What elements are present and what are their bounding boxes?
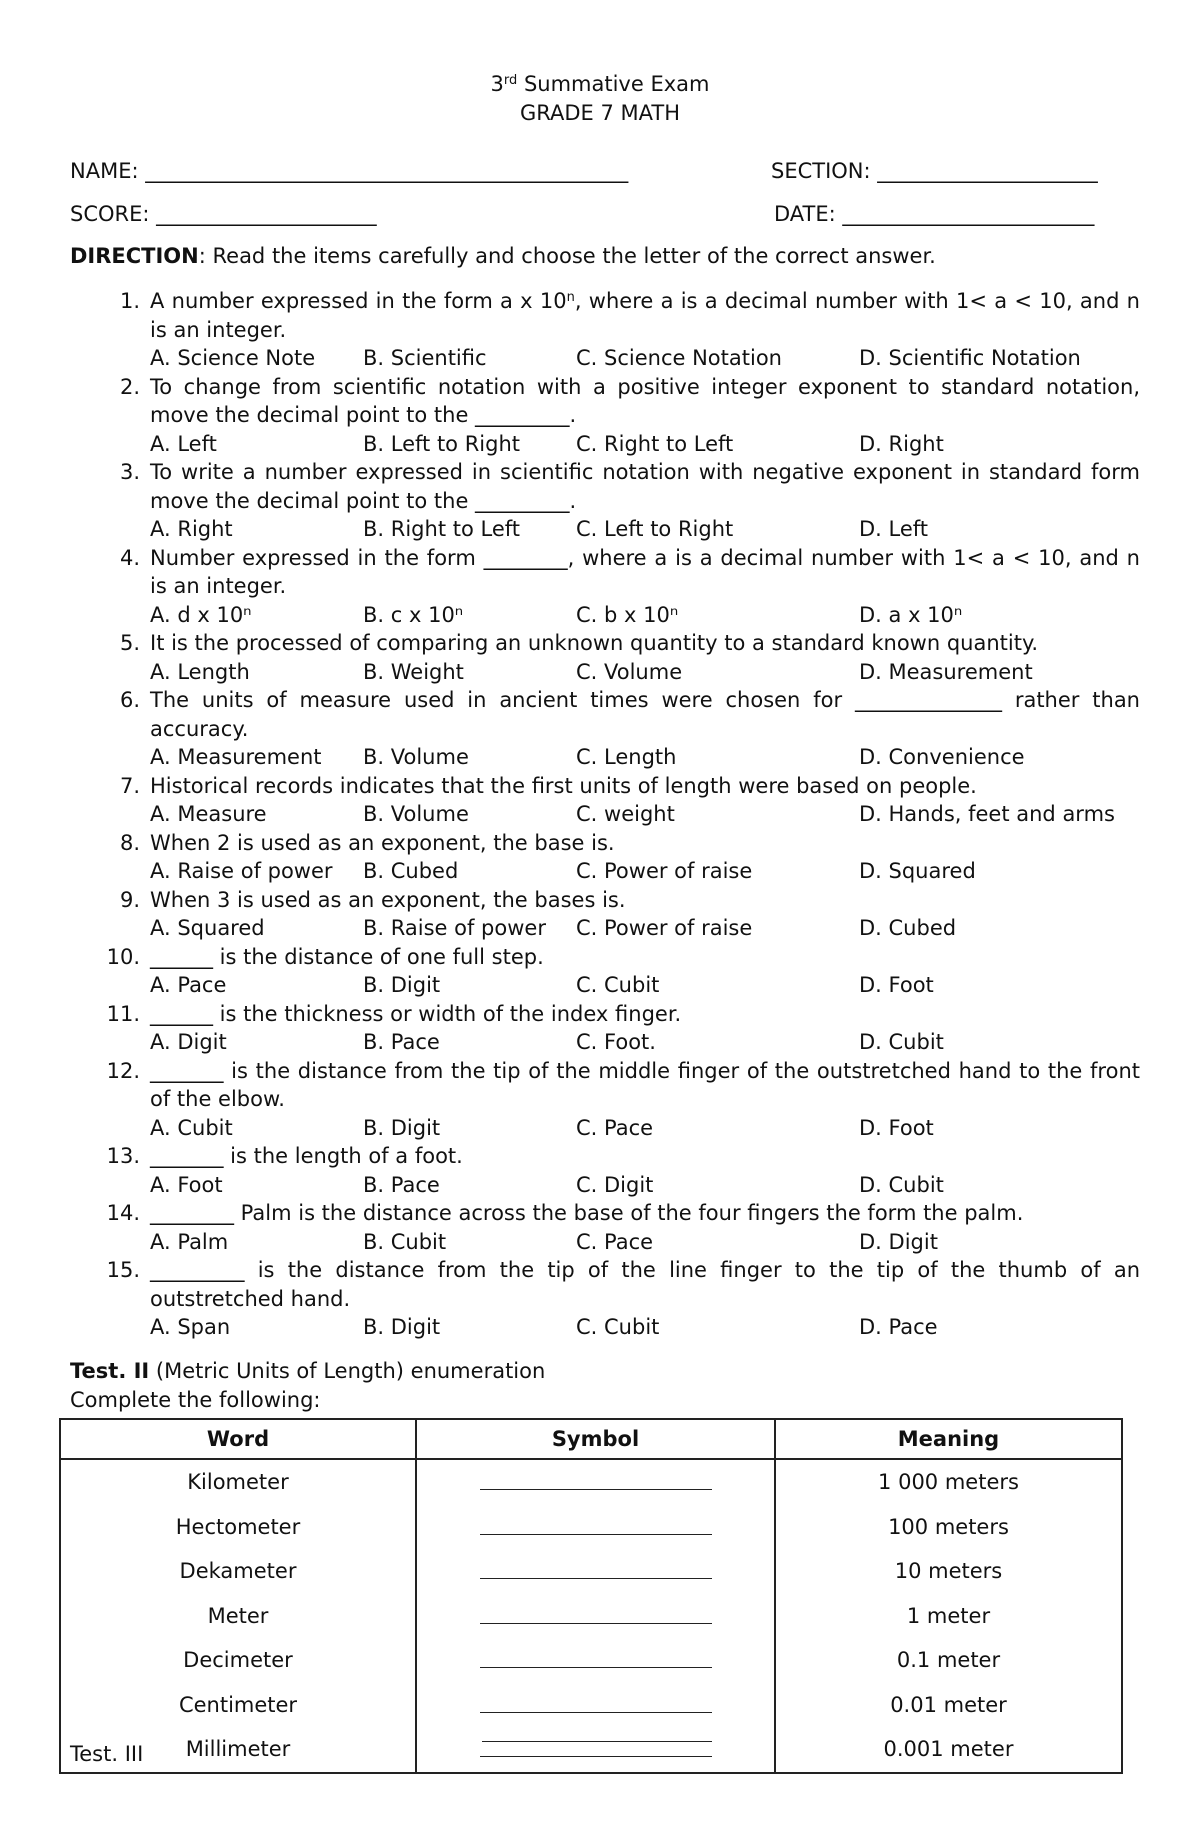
answer-choice[interactable]: D. Foot (859, 1115, 934, 1140)
question-text: ______ is the thickness or width of the index finger. (150, 1001, 682, 1026)
answer-choice[interactable]: B. Digit (363, 973, 441, 997)
unit-meaning: 0.1 meter (775, 1638, 1122, 1683)
answer-choice[interactable]: C. Cubit (576, 973, 660, 997)
answer-choice[interactable]: C. Power of raise (576, 859, 753, 883)
answer-choice[interactable]: D. Right (859, 431, 944, 456)
question-item (70, 886, 1140, 943)
answer-choice[interactable]: C. Digit (576, 1172, 654, 1197)
question-item (70, 829, 1140, 886)
answer-choice[interactable]: B. Digit (363, 1315, 441, 1339)
choice-row (140, 1114, 1140, 1143)
symbol-answer-line[interactable] (480, 1692, 712, 1713)
question-number: 14. (106, 1201, 140, 1225)
answer-choice[interactable]: C. Cubit (576, 1315, 660, 1339)
question-number: 6. (119, 688, 140, 712)
unit-word: Centimeter (60, 1683, 416, 1728)
answer-choice[interactable]: C. Length (576, 745, 677, 769)
answer-choice[interactable]: C. b x 10ⁿ (576, 602, 679, 627)
choice-row (140, 658, 1140, 687)
test2-instruction: Complete the following: (70, 1388, 321, 1412)
symbol-blank[interactable] (416, 1638, 775, 1683)
unit-word: Hectometer (60, 1505, 416, 1550)
unit-word: Meter (60, 1594, 416, 1639)
answer-choice[interactable]: A. Raise of power (150, 859, 333, 883)
answer-choice[interactable]: C. Science Notation (576, 346, 782, 370)
choice-row (140, 914, 1140, 943)
question-number: 13. (106, 1144, 140, 1168)
question-text: ________ Palm is the distance across the base of the four fingers the form the palm. (150, 1201, 1024, 1225)
unit-meaning: 10 meters (775, 1549, 1122, 1594)
test3-heading: Test. III (70, 1742, 144, 1766)
section-field[interactable]: SECTION: _____________________ (771, 159, 1098, 183)
unit-word: Kilometer (60, 1459, 416, 1505)
answer-choice[interactable]: A. Digit (150, 1030, 227, 1054)
question-number: 11. (106, 1001, 140, 1026)
table-row (60, 1727, 1122, 1773)
unit-word: Millimeter (60, 1727, 416, 1773)
symbol-answer-line[interactable] (480, 1647, 712, 1668)
question-number: 7. (119, 773, 140, 798)
choice-row (140, 344, 1140, 373)
col-symbol-header: Symbol (416, 1419, 775, 1459)
answer-choice[interactable]: D. Measurement (859, 659, 1033, 684)
exam-title: 3rd Summative Exam (490, 72, 710, 96)
choice-row (140, 515, 1140, 544)
answer-choice[interactable]: B. Digit (363, 1115, 441, 1140)
question-number: 2. (119, 374, 140, 399)
symbol-answer-line[interactable] (480, 1469, 712, 1490)
answer-choice[interactable]: D. a x 10ⁿ (859, 602, 963, 627)
table-row (60, 1594, 1122, 1639)
answer-choice[interactable]: A. Right (150, 517, 233, 541)
question-text: _________ is the distance from the tip of the line finger to the tip of the thumb of an outstretched hand. (150, 1258, 1140, 1311)
answer-choice[interactable]: A. Squared (150, 916, 265, 940)
symbol-blank[interactable] (416, 1683, 775, 1728)
question-number: 3. (119, 460, 140, 484)
col-meaning-header: Meaning (775, 1419, 1122, 1459)
question-item (70, 1057, 1140, 1143)
choice-row (140, 743, 1140, 772)
answer-choice[interactable]: A. Left (150, 431, 217, 456)
answer-choice[interactable]: B. Left to Right (363, 431, 520, 456)
unit-meaning: 0.01 meter (775, 1683, 1122, 1728)
choice-row (140, 1313, 1140, 1342)
question-text: To change from scientific notation with a positive integer exponent to standard notation, move the decimal point to the _________. (150, 374, 1140, 427)
choice-row (140, 430, 1140, 459)
choice-row (140, 800, 1140, 829)
answer-choice[interactable]: C. Left to Right (576, 517, 734, 541)
question-text: It is the processed of comparing an unknown quantity to a standard known quantity. (150, 631, 1039, 655)
answer-choice[interactable]: B. Volume (363, 802, 469, 826)
answer-line (482, 1741, 712, 1742)
answer-choice[interactable]: B. Pace (363, 1172, 440, 1197)
answer-choice[interactable]: D. Pace (859, 1315, 938, 1339)
question-text: Historical records indicates that the first units of length were based on people. (150, 773, 977, 798)
question-number: 9. (119, 887, 140, 912)
question-number: 10. (106, 944, 140, 969)
question-item (70, 1142, 1140, 1199)
answer-choice[interactable]: A. Span (150, 1315, 231, 1339)
score-field[interactable]: SCORE: _____________________ (70, 202, 377, 226)
symbol-blank[interactable] (416, 1505, 775, 1550)
question-item (70, 1256, 1140, 1342)
unit-meaning: 1 000 meters (775, 1459, 1122, 1505)
choice-row (140, 1171, 1140, 1200)
answer-choice[interactable]: C. Volume (576, 659, 683, 684)
table-row (60, 1505, 1122, 1550)
answer-choice[interactable]: A. Cubit (150, 1115, 233, 1140)
choice-row (140, 971, 1140, 1000)
choice-row (140, 857, 1140, 886)
answer-choice[interactable]: D. Digit (859, 1229, 938, 1254)
unit-meaning: 0.001 meter (775, 1727, 1122, 1773)
name-field[interactable]: NAME: ______________________________________________ (70, 159, 629, 183)
answer-choice[interactable]: C. Power of raise (576, 916, 753, 940)
col-word-header: Word (60, 1419, 416, 1459)
question-number: 1. (119, 289, 140, 313)
question-item (70, 629, 1140, 686)
answer-choice[interactable]: B. c x 10ⁿ (363, 602, 464, 627)
answer-choice[interactable]: A. Science Note (150, 346, 316, 370)
answer-choice[interactable]: B. Raise of power (363, 916, 546, 940)
answer-choice[interactable]: A. Measure (150, 802, 267, 826)
answer-choice[interactable]: A. Length (150, 659, 250, 684)
answer-choice[interactable]: D. Left (859, 517, 929, 541)
answer-choice[interactable]: B. Scientific (363, 346, 487, 370)
question-number: 4. (119, 545, 140, 570)
choice-row (140, 601, 1140, 630)
symbol-blank[interactable] (416, 1549, 775, 1594)
answer-choice[interactable]: D. Foot (859, 973, 934, 997)
question-text: _______ is the distance from the tip of the middle finger of the outstretched hand to the front of the elbow. (150, 1058, 1140, 1111)
answer-choice[interactable]: A. d x 10ⁿ (150, 602, 252, 627)
question-item (70, 458, 1140, 544)
symbol-blank[interactable] (416, 1727, 775, 1773)
question-number: 5. (119, 631, 140, 655)
symbol-blank[interactable] (416, 1459, 775, 1505)
answer-choice[interactable]: A. Foot (150, 1172, 223, 1197)
question-text: To write a number expressed in scientific notation with negative exponent in standard form move the decimal point to the _________. (150, 460, 1140, 513)
exam-subtitle: GRADE 7 MATH (519, 101, 680, 125)
answer-choice[interactable]: B. Pace (363, 1030, 440, 1054)
unit-meaning: 1 meter (775, 1594, 1122, 1639)
answer-choice[interactable]: A. Measurement (150, 745, 322, 769)
answer-choice[interactable]: B. Weight (363, 659, 464, 684)
question-text: Number expressed in the form ________, where a is a decimal number with 1< a < 10, and n is an integer. (150, 545, 1140, 598)
answer-choice[interactable]: D. Cubed (859, 916, 957, 940)
question-item (70, 686, 1140, 772)
question-item (70, 373, 1140, 459)
date-field[interactable]: DATE: ________________________ (774, 202, 1095, 226)
question-item (70, 772, 1140, 829)
question-number: 8. (119, 830, 140, 855)
table-row (60, 1459, 1122, 1505)
unit-word: Dekameter (60, 1549, 416, 1594)
answer-choice[interactable]: D. Scientific Notation (859, 346, 1081, 370)
unit-meaning: 100 meters (775, 1505, 1122, 1550)
answer-choice[interactable]: D. Cubit (859, 1172, 944, 1197)
question-text: A number expressed in the form a x 10$^n$, where a is a decimal number with 1< a < 10, and n is an integer. (150, 289, 1140, 342)
symbol-answer-line[interactable] (480, 1736, 712, 1757)
answer-choice[interactable]: B. Right to Left (363, 517, 520, 541)
choice-row (140, 1228, 1140, 1257)
metric-units-table (59, 1418, 1123, 1774)
answer-choice[interactable]: C. Foot. (576, 1030, 656, 1054)
question-item (70, 287, 1140, 373)
answer-choice[interactable]: A. Palm (150, 1229, 229, 1254)
question-text: The units of measure used in ancient times were chosen for ______________ rather than accuracy. (150, 688, 1140, 741)
question-text: When 2 is used as an exponent, the base is. (150, 830, 615, 855)
question-item (70, 943, 1140, 1000)
question-text: ______ is the distance of one full step. (150, 944, 544, 969)
answer-choice[interactable]: B. Cubed (363, 859, 459, 883)
answer-choice[interactable]: C. Right to Left (576, 431, 734, 456)
symbol-answer-line[interactable] (480, 1514, 712, 1535)
symbol-answer-line[interactable] (480, 1603, 712, 1624)
table-row (60, 1638, 1122, 1683)
question-item (70, 1199, 1140, 1256)
symbol-blank[interactable] (416, 1594, 775, 1639)
test2-heading: Test. II (Metric Units of Length) enumeration Complete the following: (70, 1357, 545, 1415)
question-text: _______ is the length of a foot. (150, 1144, 463, 1168)
answer-choice[interactable]: C. Pace (576, 1229, 654, 1254)
answer-choice[interactable]: C. weight (576, 802, 675, 826)
table-row (60, 1683, 1122, 1728)
answer-choice[interactable]: D. Squared (859, 859, 976, 883)
question-item (70, 1000, 1140, 1057)
answer-choice[interactable]: D. Convenience (859, 745, 1025, 769)
answer-choice[interactable]: B. Volume (363, 745, 469, 769)
question-item (70, 544, 1140, 630)
question-text: When 3 is used as an exponent, the bases is. (150, 887, 626, 912)
answer-choice[interactable]: B. Cubit (363, 1229, 447, 1254)
answer-choice[interactable]: D. Cubit (859, 1030, 944, 1054)
unit-word: Decimeter (60, 1638, 416, 1683)
answer-choice[interactable]: A. Pace (150, 973, 227, 997)
direction-text: DIRECTION: Read the items carefully and choose the letter of the correct answer. (70, 244, 936, 268)
question-number: 12. (106, 1058, 140, 1083)
question-number: 15. (106, 1258, 140, 1282)
answer-choice[interactable]: D. Hands, feet and arms (859, 802, 1115, 826)
answer-choice[interactable]: C. Pace (576, 1115, 654, 1140)
choice-row (140, 1028, 1140, 1057)
question-list (70, 287, 1140, 1342)
table-row (60, 1549, 1122, 1594)
symbol-answer-line[interactable] (480, 1558, 712, 1579)
